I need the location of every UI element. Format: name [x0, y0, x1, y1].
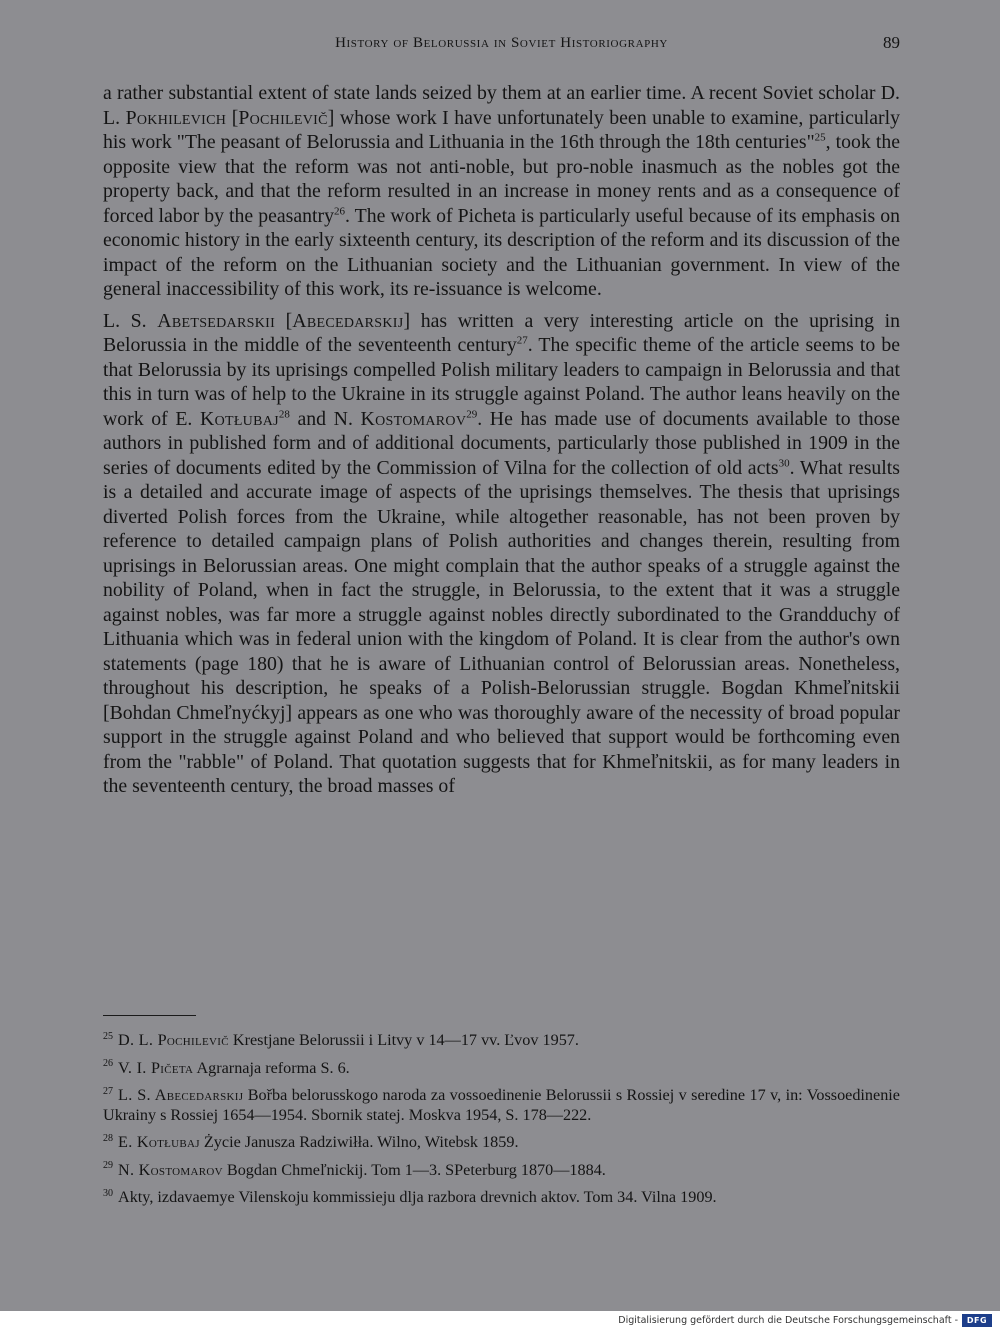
footnote-divider: [103, 1015, 196, 1016]
paragraph-1: [103, 81, 900, 302]
footnote-text: Bogdan Chmeľnickij. Tom 1—3. SPeterburg 1870—1884.: [222, 1160, 606, 1179]
footnote-mark: 28: [103, 1132, 113, 1144]
text-run: . He has made use of documents available to those authors in published form and of additional documents, particularly those published in 1909 in the series of documents edited by the Commission of Vilna for the collection of old acts: [103, 407, 900, 479]
paragraph-2: [103, 309, 900, 799]
footnote-26: [103, 1059, 900, 1079]
author-name: Pokhilevich: [125, 106, 227, 129]
footnote-ref-25[interactable]: 25: [814, 131, 826, 144]
footnote-text: Bořba belorusskogo naroda za vossoedinenie Belorussii s Rossiej v seredine 17 v, in: Vossoedinenie Ukrainy s Rossiej 1654—1954. Sbornik statej. Moskva 1954, S. 178—222.: [103, 1086, 900, 1124]
digitization-credit: Digitalisierung gefördert durch die Deutsche Forschungsgemeinschaft -: [618, 1315, 958, 1326]
text-run: a rather substantial extent of state lands seized by them at an earlier time. A recent Soviet scholar D. L.: [103, 82, 900, 129]
author-name: Kotłubaj: [199, 407, 279, 430]
page-header: [103, 33, 900, 57]
text-run: ] whose work I have unfortunately been unable to examine, particularly his work "The peasant of Belorussia and Lithuania in the 16th through the 18th centuries": [103, 106, 900, 153]
text-run: [: [275, 309, 293, 332]
footnote-ref-29[interactable]: 29: [466, 407, 478, 420]
footnote-mark: 29: [103, 1160, 113, 1172]
footnote-ref-27[interactable]: 27: [516, 334, 528, 347]
footnote-text: Agrarnaja reforma S. 6.: [193, 1058, 350, 1077]
digitization-credit-bar: [0, 1311, 1000, 1331]
author-name: Abetsedarskii: [157, 309, 276, 332]
footnote-mark: 27: [103, 1085, 113, 1097]
author-name: Abecedarskij: [292, 309, 404, 332]
footnote-text: Krestjane Belorussii i Litvy v 14—17 vv. Ľvov 1957.: [228, 1031, 579, 1049]
footnotes: [103, 1031, 900, 1216]
footnote-author: N. Kostomarov: [118, 1160, 223, 1179]
footnote-29: [103, 1161, 900, 1181]
text-run: . What results is a detailed and accurate image of aspects of the uprisings themselves. The thesis that uprisings diverted Polish forces from the Ukraine, while altogether reasonable, has not been proven by reference to detailed campaign plans of Polish authorities and changes therein, resulting from uprisings in Belorussian areas. One might complain that the author speaks of a struggle against the nobility of Poland, when in fact the struggle, in Belorussia, to the extent that it was a struggle against nobles, was far more a struggle against nobles directly subordinated to the Grandduchy of Lithuania which was in federal union with the kingdom of Poland. It is clear from the author's own statements (page 180) that he is aware of Lithuanian control of Belorussian areas. Nonetheless, throughout his description, he speaks of a Polish-Belorussian struggle. Bogdan Khmeľnitskii [Bohdan Chmeľnyćkyj] appears as one who was thoroughly aware of the necessity of broad popular support in the struggle against Poland and who believed that support would be forthcoming even from the "rabble" of Poland. That quotation suggests that for Khmeľnitskii, as for many leaders in the seventeenth century, the broad masses of: [103, 456, 900, 797]
footnote-text: Życie Janusza Radziwiłła. Wilno, Witebsk 1859.: [199, 1133, 519, 1151]
footnote-ref-28[interactable]: 28: [278, 407, 290, 420]
footnote-mark: 25: [103, 1030, 113, 1042]
footnote-author: L. S. Abecedarskij: [118, 1086, 244, 1104]
running-title: History of Belorussia in Soviet Historiography: [335, 35, 668, 51]
author-name: Kostomarov: [360, 407, 467, 430]
footnote-author: V. I. Pičeta: [118, 1058, 194, 1077]
dfg-logo-icon[interactable]: DFG: [962, 1314, 992, 1327]
footnote-text: Akty, izdavaemye Vilenskoju kommissieju dlja razbora drevnich aktov. Tom 34. Vilna 1909.: [118, 1188, 717, 1206]
footnote-author: D. L. Pochilevič: [118, 1031, 229, 1049]
body-text: [103, 81, 900, 799]
footnote-author: E. Kotłubaj: [118, 1133, 200, 1151]
footnote-ref-30[interactable]: 30: [778, 456, 790, 469]
page-number: 89: [883, 33, 900, 52]
footnote-27: [103, 1086, 900, 1125]
footnote-mark: 26: [103, 1058, 113, 1070]
text-run: . The specific theme of the article seems to be that Belorussia by its uprisings compelled Polish military leaders to campaign in Belorussia and that this in turn was of help to the Ukraine in its struggle against Poland. The author leans heavily on the work of E.: [103, 334, 900, 430]
text-run: ] has written a very interesting article on the uprising in Belorussia in the middle of the seventeenth century: [103, 309, 900, 356]
footnote-25: [103, 1031, 900, 1051]
footnote-mark: 30: [103, 1187, 113, 1199]
author-name: Pochilevič: [238, 106, 328, 129]
text-run: L. S.: [103, 309, 158, 332]
footnote-28: [103, 1133, 900, 1153]
text-run: and N.: [289, 407, 361, 430]
text-run: , took the opposite view that the reform was not anti-noble, but pro-noble inasmuch as the nobles got the property back, and that the reform resulted in an increase in money rents and as a consequence of forced labor by the peasantry: [103, 131, 900, 227]
footnote-30: [103, 1188, 900, 1208]
text-run: . The work of Picheta is particularly useful because of its emphasis on economic history in the early sixteenth century, its description of the reform and its discussion of the impact of the reform on the Lithuanian society and the Lithuanian government. In view of the general inaccessibility of this work, its re-issuance is welcome.: [103, 204, 900, 300]
text-run: [: [226, 106, 239, 129]
footnote-ref-26[interactable]: 26: [334, 204, 346, 217]
